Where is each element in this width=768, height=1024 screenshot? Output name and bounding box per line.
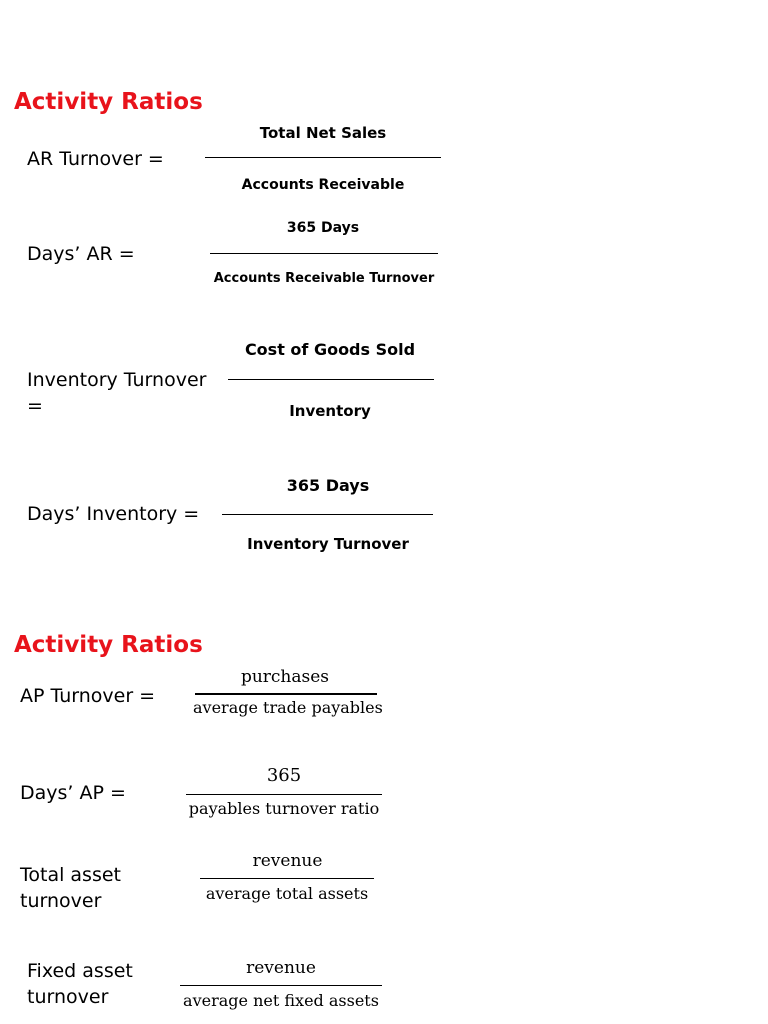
ap-turnover-label: AP Turnover =	[20, 685, 156, 707]
ap-turnover-denominator: average trade payables	[193, 698, 383, 717]
total-asset-turnover-label: Total asset	[20, 864, 121, 886]
days-ar-fraction-bar	[210, 253, 438, 254]
days-ar-denominator: Accounts Receivable Turnover	[213, 271, 435, 286]
days-ap-denominator: payables turnover ratio	[188, 799, 380, 818]
inventory-turnover-fraction-bar	[228, 379, 434, 380]
days-inventory-numerator: 365 Days	[286, 476, 370, 495]
ar-turnover-denominator: Accounts Receivable	[241, 177, 405, 193]
total-asset-turnover-label-line2: turnover	[20, 890, 102, 912]
ar-turnover-numerator: Total Net Sales	[259, 124, 387, 142]
inventory-turnover-equals: =	[27, 395, 43, 417]
total-asset-turnover-denominator: average total assets	[205, 884, 369, 903]
ap-turnover-fraction-bar	[195, 693, 377, 695]
total-asset-turnover-fraction-bar	[200, 878, 374, 879]
total-asset-turnover-numerator: revenue	[252, 851, 323, 871]
fixed-asset-turnover-numerator: revenue	[246, 958, 316, 978]
days-ap-fraction-bar	[186, 794, 382, 795]
section-2-heading: Activity Ratios	[14, 632, 203, 658]
days-inventory-fraction-bar	[222, 514, 433, 515]
fixed-asset-turnover-label-line2: turnover	[27, 986, 109, 1008]
fixed-asset-turnover-denominator: average net fixed assets	[183, 991, 379, 1010]
fixed-asset-turnover-label: Fixed asset	[27, 960, 133, 982]
section-1-heading: Activity Ratios	[14, 89, 203, 115]
inventory-turnover-numerator: Cost of Goods Sold	[244, 340, 416, 359]
fixed-asset-turnover-fraction-bar	[180, 985, 382, 986]
inventory-turnover-denominator: Inventory	[289, 402, 371, 420]
inventory-turnover-label: Inventory Turnover	[27, 369, 207, 391]
days-ap-numerator: 365	[266, 765, 302, 786]
ap-turnover-numerator: purchases	[240, 667, 330, 687]
days-ap-label: Days’ AP =	[20, 782, 126, 804]
days-inventory-denominator: Inventory Turnover	[247, 535, 409, 553]
ar-turnover-fraction-bar	[205, 157, 441, 158]
days-ar-label: Days’ AR =	[27, 243, 135, 265]
ar-turnover-label: AR Turnover =	[27, 148, 164, 170]
days-ar-numerator: 365 Days	[286, 220, 360, 236]
days-inventory-label: Days’ Inventory =	[27, 503, 200, 525]
